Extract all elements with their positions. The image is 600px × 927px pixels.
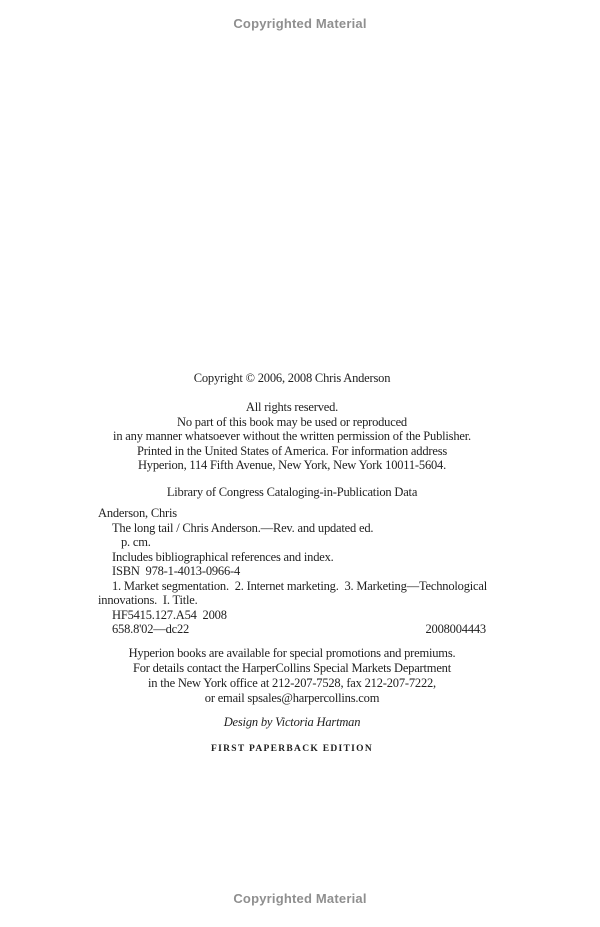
rights-line: Hyperion, 114 Fifth Avenue, New York, New York 10011-5604. xyxy=(137,458,447,472)
catalog-subjects-line: 1. Market segmentation. 2. Internet marketing. 3. Marketing—Technological xyxy=(112,578,487,593)
rights-line: All rights reserved. xyxy=(245,400,339,414)
rights-block xyxy=(98,400,486,473)
copyright-line: Copyright © 2006, 2008 Chris Anderson xyxy=(193,371,391,385)
loc-cataloging-heading: Library of Congress Cataloging-in-Publication Data xyxy=(166,485,418,499)
promo-line: in the New York office at 212-207-7528, fax 212-207-7222, xyxy=(148,676,436,690)
promo-line: For details contact the HarperCollins Special Markets Department xyxy=(132,661,451,675)
lccn-number: 2008004443 xyxy=(425,622,486,636)
special-markets-block xyxy=(98,646,486,706)
copyrighted-material-banner-bottom: Copyrighted Material xyxy=(233,891,367,906)
design-credit: Design by Victoria Hartman xyxy=(223,715,361,729)
dewey-number: 658.8'02—dc22 xyxy=(112,622,190,636)
rights-line: in any manner whatsoever without the written permission of the Publisher. xyxy=(113,429,471,443)
catalog-line: p. cm. xyxy=(121,535,151,549)
loc-catalog-block xyxy=(98,506,486,637)
edition-notice: FIRST PAPERBACK EDITION xyxy=(210,744,374,754)
catalog-callnumber-line: HF5415.127.A54 2008 xyxy=(112,607,227,622)
catalog-line: Includes bibliographical references and index. xyxy=(112,549,334,564)
catalog-line: The long tail / Chris Anderson.—Rev. and updated ed. xyxy=(112,520,374,535)
copyrighted-material-banner-top: Copyrighted Material xyxy=(233,16,367,31)
catalog-isbn-line: ISBN 978-1-4013-0966-4 xyxy=(112,564,241,578)
rights-line: No part of this book may be used or reproduced xyxy=(177,414,407,429)
catalog-line: innovations. I. Title. xyxy=(98,593,198,607)
promo-line: or email spsales@harpercollins.com xyxy=(204,691,380,705)
rights-line: Printed in the United States of America. For information address xyxy=(136,443,448,458)
promo-line: Hyperion books are available for special promotions and premiums. xyxy=(128,646,456,660)
catalog-dewey-line xyxy=(98,622,486,637)
catalog-line: Anderson, Chris xyxy=(98,506,177,520)
